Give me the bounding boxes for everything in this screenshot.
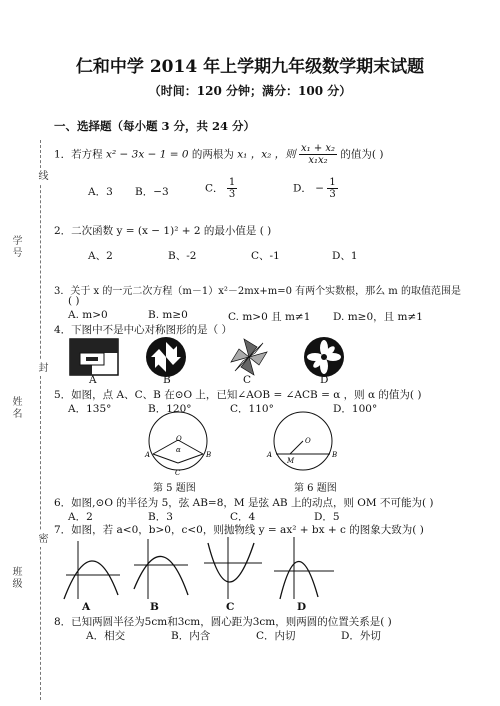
q1-pre: 1．若方程: [54, 148, 103, 161]
q6-option-c: C．4: [230, 511, 256, 523]
exam-title: 仁和中学 2014 年上学期九年级数学期末试题: [75, 57, 425, 77]
section-heading: 一、选择题（每小题 3 分，共 24 分）: [54, 119, 256, 133]
q4-label-a: A: [89, 374, 97, 386]
q1-option-c-fraction: [227, 177, 237, 200]
q2-option-c: C、-1: [251, 250, 280, 262]
q7-graph-d: [274, 537, 334, 599]
q3-paren: ( ): [68, 295, 80, 307]
exam-subtitle: （时间：120 分钟；满分：100 分）: [148, 84, 352, 98]
question-2: 2．二次函数 y = (x − 1)² + 2 的最小值是 ( ): [54, 225, 272, 237]
q5-option-d: D．100°: [333, 403, 378, 415]
figure-6-caption: 第 6 题图: [294, 483, 337, 494]
figure-5-caption: 第 5 题图: [153, 483, 196, 494]
q4-figure-b: [146, 337, 186, 377]
question-7: 7．如图，若 a<0，b>0，c<0，则抛物线 y = ax² + bx + c 的图象大致为( ): [54, 524, 424, 536]
q3-option-b: B. m≥0: [148, 309, 188, 321]
q1-option-c: [205, 177, 237, 200]
q7-graphs: [62, 535, 372, 605]
question-8: 8．已知两圆半径为5cm和3cm，圆心距为3cm，则两圆的位置关系是( ): [54, 616, 392, 628]
q7-label-b: B: [150, 601, 159, 613]
q6-option-a: A．2: [68, 511, 93, 523]
q4-label-b: B: [163, 374, 171, 386]
question-5: 5．如图，点 A、C、B 在⊙O 上，已知∠AOB = ∠ACB = α ，则 α 的值为( ): [54, 389, 422, 401]
margin-label-banji: 班级: [10, 566, 21, 590]
fig6-label-o: O: [305, 437, 311, 445]
q1-d-den: 3: [329, 189, 336, 200]
q5-option-b: B．120°: [148, 403, 192, 415]
question-6: 6．如图,⊙O 的半径为 5，弦 AB=8，M 是弦 AB 上的动点，则 OM 不可能为( ): [54, 497, 434, 509]
q7-label-c: C: [226, 601, 235, 613]
fig5-label-o: O: [176, 435, 182, 443]
question-1: [54, 143, 383, 166]
q7-graph-a: [64, 541, 120, 599]
q1-option-d-fraction: [327, 177, 337, 200]
q2-option-d: D、1: [332, 250, 358, 262]
figure-6: [265, 413, 345, 473]
q1-c-num: 1: [228, 177, 236, 188]
q1-option-d: [293, 177, 338, 200]
q1-option-d-label: D． −: [293, 182, 325, 195]
margin-label-xuehao: 学号: [10, 235, 21, 259]
q7-label-a: A: [82, 601, 91, 613]
question-3: 3．关于 x 的一元二次方程（m－1）x²－2mx+m=0 有两个实数根，那么 m 的取值范围是: [54, 286, 461, 297]
q7-graph-b: [134, 539, 188, 599]
q4-figure-c: [231, 339, 267, 375]
q3-option-c: C. m>0 且 m≠1: [228, 311, 311, 323]
q1-fraction: [299, 143, 337, 166]
q1-option-c-label: C．: [205, 182, 224, 195]
margin-label-xian: 线: [36, 170, 47, 182]
q1-equation: x² − 3x − 1 = 0: [106, 148, 189, 161]
q1-option-b: B．−3: [135, 186, 169, 198]
figure-5: [140, 413, 220, 477]
q2-option-b: B、-2: [168, 250, 197, 262]
q8-option-b: B．内含: [171, 630, 211, 642]
q1-c-den: 3: [228, 189, 236, 200]
q8-option-d: D．外切: [341, 630, 381, 642]
q5-option-c: C．110°: [230, 403, 274, 415]
q4-figure-d: [304, 337, 344, 377]
q5-option-a: A．135°: [68, 403, 112, 415]
q4-figure-a: [70, 339, 118, 375]
q1-mid: 的两根为: [191, 148, 234, 161]
margin-label-xingming: 姓名: [10, 396, 21, 420]
binding-line: [40, 140, 41, 700]
q1-d-num: 1: [329, 177, 336, 188]
q6-option-b: B．3: [148, 511, 173, 523]
question-4: 4．下图中不是中心对称图形的是（ ）: [54, 324, 233, 336]
q1-fraction-num: x₁ + x₂: [301, 143, 336, 154]
q1-post: 的值为( ): [340, 148, 384, 161]
q1-option-a: A．3: [88, 186, 113, 198]
q7-graph-c: [204, 537, 262, 599]
q4-label-c: C: [243, 374, 252, 386]
fig5-label-a: A: [145, 451, 151, 459]
fig6-label-a: A: [267, 451, 273, 459]
q1-fraction-den: x₁x₂: [308, 155, 328, 166]
q8-option-a: A．相交: [86, 630, 126, 642]
fig5-label-c: C: [175, 469, 181, 477]
fig5-label-alpha: α: [176, 446, 181, 454]
q2-option-a: A、2: [88, 250, 113, 262]
margin-label-feng: 封: [36, 362, 47, 374]
q3-option-d: D. m≥0，且 m≠1: [333, 311, 423, 323]
fig5-label-b: B: [206, 451, 212, 459]
margin-label-mi: 密: [36, 533, 47, 545]
q7-label-d: D: [297, 601, 307, 613]
q6-option-d: D．5: [314, 511, 340, 523]
q4-label-d: D: [320, 374, 329, 386]
q1-roots: x₁ ，x₂ ，则: [237, 148, 296, 161]
fig6-label-b: B: [332, 451, 338, 459]
q8-option-c: C．内切: [256, 630, 296, 642]
fig6-label-m: M: [287, 457, 295, 465]
q3-option-a: A. m>0: [68, 309, 108, 321]
